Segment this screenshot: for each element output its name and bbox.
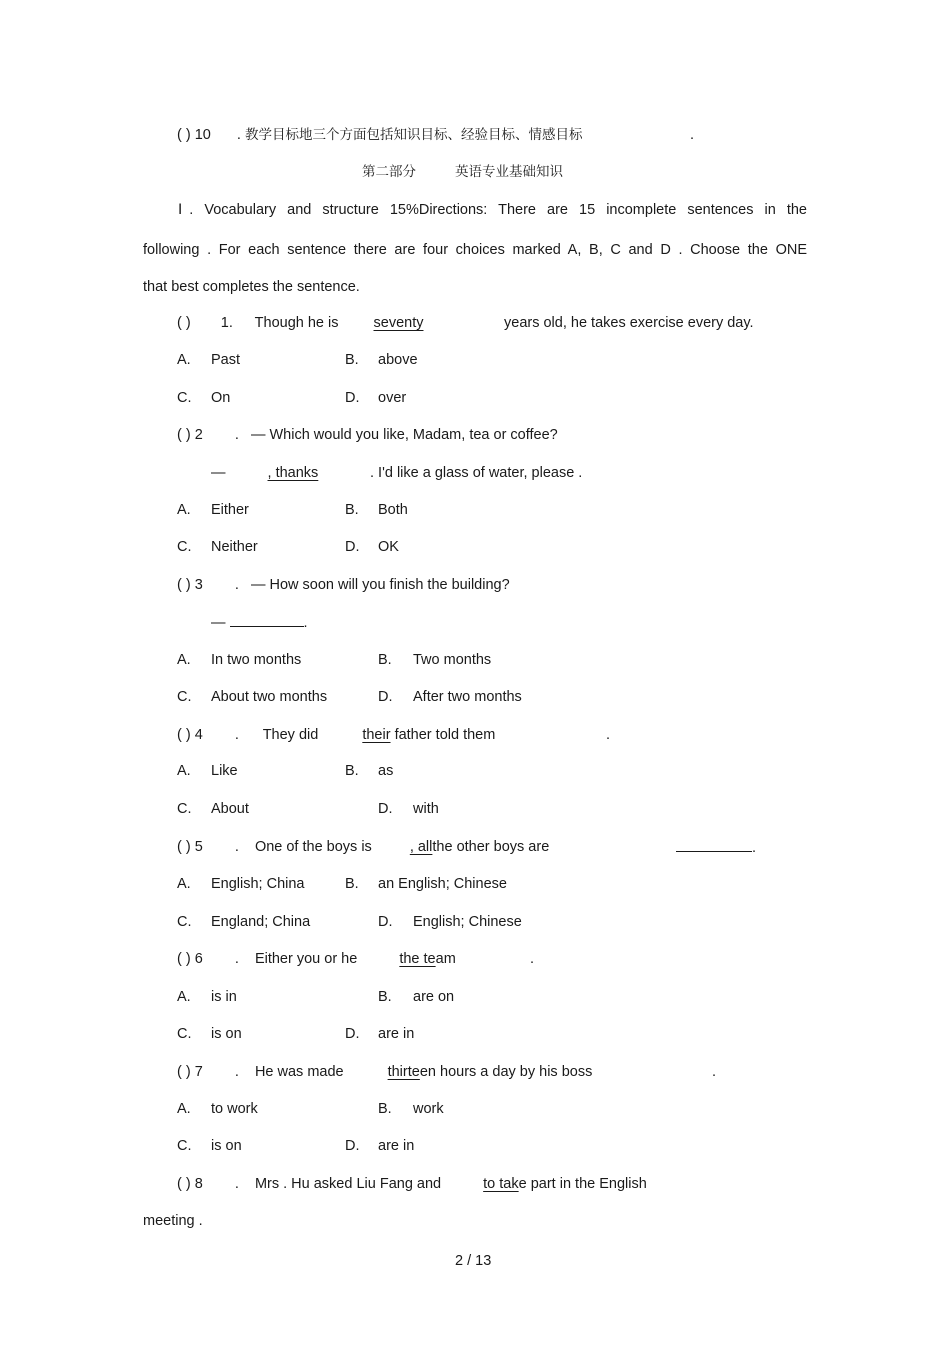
directions-line-1: Ⅰ. Vocabulary and structure 15%Directions: There are 15 incomplete sentences in the (178, 202, 807, 218)
q6-dot: . (234, 951, 239, 967)
q1-option-b-letter: B. (345, 352, 359, 368)
q4-stem: They did (262, 727, 319, 743)
q4-option-b-letter: B. (345, 763, 359, 779)
section-title-name: 英语专业基础知识 (455, 164, 563, 180)
q3-option-a-letter: A. (177, 652, 191, 668)
question-3 (177, 575, 510, 595)
q5-stem: One of the boys is (254, 839, 372, 855)
q3-option-b-letter: B. (378, 652, 392, 668)
q3-paren: ( ) 3 (177, 577, 203, 593)
q10-paren: ( ) 10 (177, 127, 211, 143)
q1-option-d-letter: D. (345, 390, 360, 406)
q8-paren: ( ) 8 (177, 1176, 203, 1192)
q5-end: . (752, 840, 757, 856)
q10-line (177, 125, 582, 145)
q1-option-a[interactable]: Past (211, 352, 241, 368)
q1-option-d[interactable]: over (378, 390, 407, 406)
q5-option-c-letter: C. (177, 914, 192, 930)
q2-option-d[interactable]: OK (378, 539, 399, 555)
q5-second-blank-line (676, 837, 756, 858)
q6-option-c[interactable]: is on (211, 1026, 242, 1042)
q8-stem-end: e part in the English (518, 1176, 647, 1192)
q2-reply-end: . I'd like a glass of water, please . (370, 465, 583, 481)
question-2 (177, 425, 558, 445)
q8-dot: . (234, 1176, 239, 1192)
q6-option-b[interactable]: are on (413, 989, 455, 1005)
q6-option-d-letter: D. (345, 1026, 360, 1042)
q5-blank[interactable]: , all (409, 839, 433, 855)
question-5 (177, 837, 549, 857)
q7-stem: He was made (254, 1064, 344, 1080)
q3-option-a[interactable]: In two months (211, 652, 302, 668)
q5-stem-end: the other boys are (432, 839, 550, 855)
question-6 (177, 949, 456, 969)
q5-option-c[interactable]: England; China (211, 914, 311, 930)
q5-blank-2[interactable] (676, 837, 752, 852)
q6-option-d[interactable]: are in (378, 1026, 415, 1042)
directions-line-3: that best completes the sentence. (143, 279, 360, 295)
q1-option-b[interactable]: above (378, 352, 418, 368)
q3-stem: — How soon will you finish the building? (250, 577, 510, 593)
q6-option-a-letter: A. (177, 989, 191, 1005)
q2-paren: ( ) 2 (177, 427, 203, 443)
q7-option-b[interactable]: work (413, 1101, 444, 1117)
question-4 (177, 725, 495, 745)
q4-option-d-letter: D. (378, 801, 393, 817)
q4-option-d[interactable]: with (413, 801, 439, 817)
q2-dot: . (234, 427, 239, 443)
q4-blank[interactable]: their (362, 727, 391, 743)
question-1 (177, 313, 423, 333)
q2-option-b-letter: B. (345, 502, 359, 518)
q7-paren: ( ) 7 (177, 1064, 203, 1080)
q2-reply (211, 463, 318, 483)
q7-dot: . (234, 1064, 239, 1080)
q1-stem: Though he is (254, 315, 339, 331)
q1-stem-end: years old, he takes exercise every day. (504, 315, 754, 331)
q6-paren: ( ) 6 (177, 951, 203, 967)
q3-dot: . (234, 577, 239, 593)
q4-option-a[interactable]: Like (211, 763, 238, 779)
q6-stem: Either you or he (254, 951, 358, 967)
q4-option-c[interactable]: About (211, 801, 249, 817)
q5-option-b-letter: B. (345, 876, 359, 892)
section-title-part: 第二部分 (362, 164, 416, 180)
q6-blank[interactable]: the te (399, 951, 436, 967)
q5-option-d-letter: D. (378, 914, 393, 930)
q3-option-d[interactable]: After two months (413, 689, 522, 705)
q10-end: . (690, 127, 695, 143)
q3-dash: — (211, 615, 226, 631)
q5-dot: . (234, 839, 239, 855)
q7-option-d[interactable]: are in (378, 1138, 415, 1154)
q7-option-b-letter: B. (378, 1101, 392, 1117)
question-8 (177, 1174, 647, 1194)
q2-blank[interactable]: , thanks (267, 465, 319, 481)
q2-option-a[interactable]: Either (211, 502, 249, 518)
q4-option-a-letter: A. (177, 763, 191, 779)
q7-option-a-letter: A. (177, 1101, 191, 1117)
q2-option-a-letter: A. (177, 502, 191, 518)
q4-option-b[interactable]: as (378, 763, 394, 779)
q1-paren: ( ) (177, 315, 191, 331)
q3-option-c-letter: C. (177, 689, 192, 705)
q7-option-a[interactable]: to work (211, 1101, 258, 1117)
q4-option-c-letter: C. (177, 801, 192, 817)
q7-blank[interactable]: thirte (387, 1064, 420, 1080)
page-number: 2 / 13 (455, 1253, 492, 1269)
q1-number: 1. (220, 315, 233, 331)
q2-option-b[interactable]: Both (378, 502, 408, 518)
q8-continuation: meeting . (143, 1213, 203, 1229)
q10-text: 教学目标地三个方面包括知识目标、经验目标、情感目标 (244, 127, 583, 143)
q2-stem: — Which would you like, Madam, tea or coffee? (250, 427, 558, 443)
q10-dot: . (236, 127, 241, 143)
q3-reply-end: . (303, 615, 308, 631)
q3-option-b[interactable]: Two months (413, 652, 492, 668)
q1-blank[interactable]: seventy (373, 315, 424, 331)
q1-option-c[interactable]: On (211, 390, 231, 406)
q5-option-a-letter: A. (177, 876, 191, 892)
q4-dot: . (234, 727, 239, 743)
q3-option-d-letter: D. (378, 689, 393, 705)
q7-option-c[interactable]: is on (211, 1138, 242, 1154)
q7-option-c-letter: C. (177, 1138, 192, 1154)
q3-blank[interactable] (230, 612, 304, 627)
q4-end: . (606, 727, 611, 743)
q5-option-d[interactable]: English; Chinese (413, 914, 522, 930)
q3-option-c[interactable]: About two months (211, 689, 328, 705)
q1-option-a-letter: A. (177, 352, 191, 368)
q7-end: . (712, 1064, 717, 1080)
q4-stem-end: father told them (394, 727, 496, 743)
q6-option-a[interactable]: is in (211, 989, 237, 1005)
q3-reply (211, 612, 308, 633)
q6-option-c-letter: C. (177, 1026, 192, 1042)
q2-option-c-letter: C. (177, 539, 192, 555)
q2-dash: — (211, 465, 226, 481)
q2-option-c[interactable]: Neither (211, 539, 258, 555)
q5-option-b[interactable]: an English; Chinese (378, 876, 507, 892)
q2-option-d-letter: D. (345, 539, 360, 555)
q5-paren: ( ) 5 (177, 839, 203, 855)
q6-stem-end: am (435, 951, 456, 967)
q1-option-c-letter: C. (177, 390, 192, 406)
q8-blank[interactable]: to tak (483, 1176, 519, 1192)
q8-stem: Mrs . Hu asked Liu Fang and (254, 1176, 442, 1192)
q7-option-d-letter: D. (345, 1138, 360, 1154)
q7-stem-end: en hours a day by his boss (419, 1064, 593, 1080)
q4-paren: ( ) 4 (177, 727, 203, 743)
question-7 (177, 1062, 592, 1082)
directions-line-2: following . For each sentence there are four choices marked A, B, C and D . Choose the ONE (143, 242, 807, 258)
q5-option-a[interactable]: English; China (211, 876, 305, 892)
q6-end: . (530, 951, 535, 967)
q6-option-b-letter: B. (378, 989, 392, 1005)
